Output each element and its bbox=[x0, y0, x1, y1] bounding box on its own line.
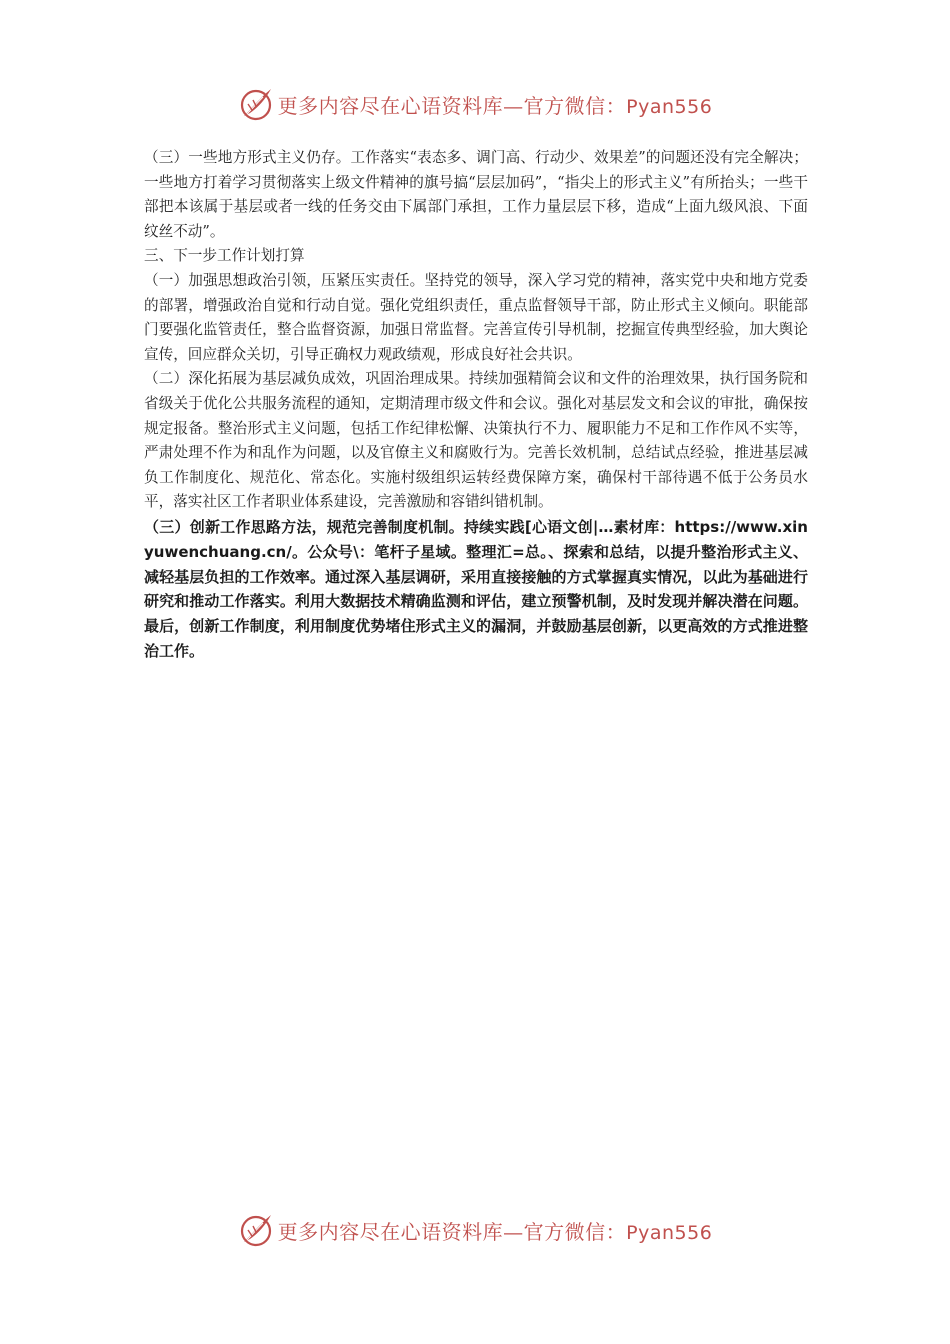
paragraph-burden-reduction: （二）深化拓展为基层减负成效，巩固治理成果。持续加强精简会议和文件的治理效果，执行国务院和省级关于优化公共服务流程的通知，定期清理市级文件和会议。强化对基层发文和会议的审批，确保按规定报备。整治形式主义问题，包括工作纪律松懈、决策执行不力、履职能力不足和工作作风不实等，严肃处理不作为和乱作为问题，以及官僚主义和腐败行为。完善长效机制，总结试点经验，推进基层减负工作制度化、规范化、常态化。实施村级组织运转经费保障方案，确保村干部待遇不低于公务员水平，落实社区工作者职业体系建设，完善激励和容错纠错机制。 bbox=[144, 370, 808, 511]
wechat-handle: Pyan556 bbox=[626, 1221, 713, 1244]
paragraph-political-guidance: （一）加强思想政治引领，压紧压实责任。坚持党的领导，深入学习党的精神，落实党中央和地方党委的部署，增强政治自觉和行动自觉。强化党组织责任，重点监督领导干部，防止形式主义倾向。职能部门要强化监管责任，整合监督资源，加强日常监督。完善宣传引导机制，挖掘宣传典型经验，加大舆论宣传，回应群众关切，引导正确权力观政绩观，形成良好社会共识。 bbox=[144, 271, 808, 363]
document-body bbox=[144, 146, 808, 664]
section-heading-next-plan: 三、下一步工作计划打算 bbox=[144, 247, 305, 265]
banner-text: 更多内容尽在心语资料库—官方微信：Pyan556 bbox=[277, 93, 713, 118]
paragraph-innovation-methods: （三）创新工作思路方法，规范完善制度机制。持续实践[心语文创|…素材库：https://www.xinyuwenchuang.cn/。公众号\：笔杆子星域。整理汇=总。、探索和总结，以提升整治形式主义、减轻基层负担的工作效率。通过深入基层调研，采用直接接触的方式掌握真实情况，以此为基础进行研究和推动工作落实。利用大数据技术精确监测和评估，建立预警机制，及时发现并解决潜在问题。最后，创新工作制度，利用制度优势堵住形式主义的漏洞，并鼓励基层创新，以更高效的方式推进整治工作。 bbox=[144, 517, 808, 660]
paragraph-formalism-issues: （三）一些地方形式主义仍存。工作落实“表态多、调门高、行动少、效果差”的问题还没有完全解决；一些地方打着学习贯彻落实上级文件精神的旗号搞“层层加码”，“指尖上的形式主义”有所抬头；一些干部把本该属于基层或者一线的任务交由下属部门承担，工作力量层层下移，造成“上面九级风浪、下面纹丝不动”。 bbox=[144, 149, 808, 240]
quill-pen-logo-icon bbox=[238, 1212, 274, 1248]
banner-text: 更多内容尽在心语资料库—官方微信：Pyan556 bbox=[277, 1219, 713, 1244]
footer-banner bbox=[0, 1210, 950, 1250]
wechat-handle: Pyan556 bbox=[626, 95, 713, 118]
header-banner bbox=[0, 84, 950, 124]
quill-pen-logo-icon bbox=[238, 86, 274, 122]
